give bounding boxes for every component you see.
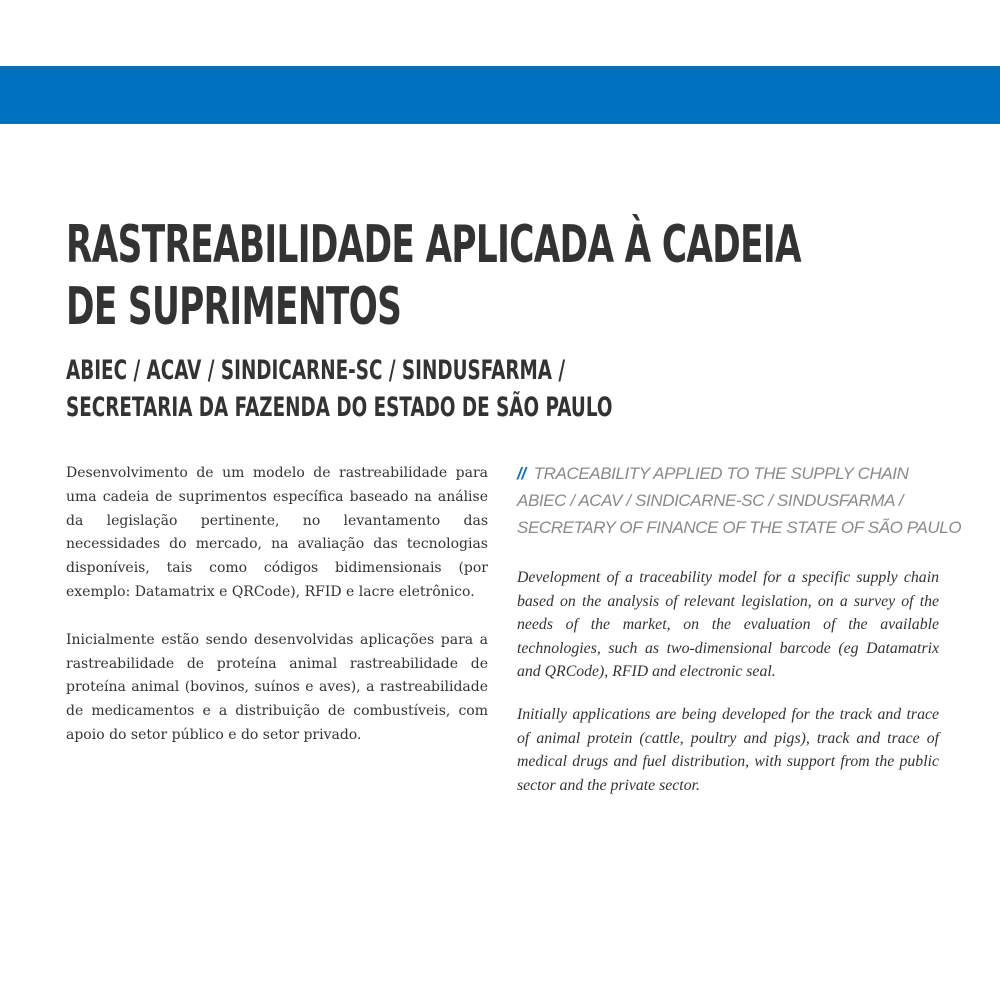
english-heading-line-2: ABIEC / ACAV / SINDICARNE-SC / SINDUSFARMA / <box>517 491 904 510</box>
pt-paragraph-1: Desenvolvimento de um modelo de rastreabilidade para uma cadeia de suprimentos específica baseado na análise da legislação pertinente, no levantamento das necessidades do mercado, na avaliação das tecnologias disponíveis, tais como códigos bidimensionais (por exemplo: Datamatrix e QRCode), RFID e lacre eletrônico. <box>66 465 488 600</box>
en-paragraph-1: Development of a traceability model for a specific supply chain based on the analysis of relevant legislation, on a survey of the needs of the market, on the evaluation of the available technologies, such as two-dimensional barcode (eg Datamatrix and QRCode), RFID and electronic seal. <box>517 569 939 681</box>
english-heading <box>517 460 962 541</box>
portuguese-column <box>66 462 488 772</box>
title-line-1: RASTREABILIDADE APLICADA À CADEIA <box>66 215 801 275</box>
english-heading-text-1: TRACEABILITY APPLIED TO THE SUPPLY CHAIN <box>533 464 909 483</box>
double-slash-marker: // <box>517 464 526 483</box>
english-body <box>517 566 939 797</box>
english-heading-line-1 <box>517 460 939 487</box>
english-column <box>517 460 962 816</box>
pt-paragraph-2: Inicialmente estão sendo desenvolvidas aplicações para a rastreabilidade de proteína animal rastreabilidade de proteína animal (bovinos, suínos e aves), a rastreabilidade de medicamentos e a distribuição de combustíveis, com apoio do setor público e do setor privado. <box>66 631 488 743</box>
en-paragraph-2: Initially applications are being developed for the track and trace of animal protein (cattle, poultry and pigs), track and trace of medical drugs and fuel distribution, with support from the public sector and the private sector. <box>517 705 939 794</box>
page-title <box>66 214 801 338</box>
header-band <box>0 66 1000 124</box>
title-line-2: DE SUPRIMENTOS <box>66 277 402 337</box>
organizations-subtitle <box>66 352 612 426</box>
english-heading-line-3: SECRETARY OF FINANCE OF THE STATE OF SÃO PAULO <box>517 518 962 537</box>
subtitle-line-2: SECRETARIA DA FAZENDA DO ESTADO DE SÃO PAULO <box>66 392 613 423</box>
subtitle-line-1: ABIEC / ACAV / SINDICARNE-SC / SINDUSFARMA / <box>66 355 566 386</box>
